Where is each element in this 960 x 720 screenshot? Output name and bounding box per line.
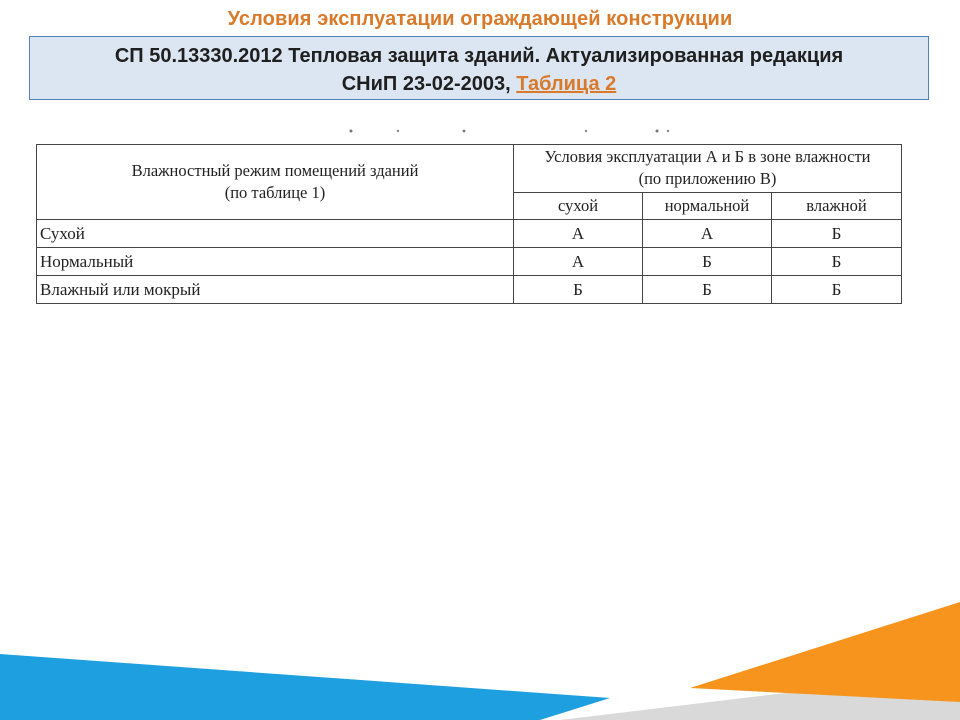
humidity-conditions-table [36,144,902,304]
source-line-2 [30,70,928,98]
zone-header-humid: влажной [772,192,902,219]
decorative-footer-shapes [0,590,960,720]
table-cell: А [643,220,772,248]
regime-header-line-1: Влажностный режим помещений зданий [131,161,419,180]
regime-header-line-2: (по таблице 1) [224,183,326,202]
conditions-header-line-1: Условия эксплуатации А и Б в зоне влажности [544,147,871,167]
table-row [37,276,902,304]
zone-header-normal: нормальной [643,192,772,219]
table-cell: А [514,248,643,276]
source-line-1: СП 50.13330.2012 Тепловая защита зданий. Актуализированная редакция [114,45,844,67]
row-label: Нормальный [37,248,514,276]
table-header-row [37,145,902,193]
table-cell: Б [514,276,643,304]
regime-header [37,145,514,220]
row-label: Сухой [37,220,514,248]
source-reference-box [29,36,929,100]
zone-header-dry: сухой [514,192,643,219]
table-cell: Б [772,276,902,304]
table-row [37,248,902,276]
table-cell: Б [643,276,772,304]
conditions-header [514,145,902,193]
blue-wedge-shape [0,654,610,720]
scan-artifacts [346,128,676,134]
table-2-link[interactable]: Таблица 2 [516,73,617,95]
table-cell: А [514,220,643,248]
row-label: Влажный или мокрый [37,276,514,304]
slide-title: Условия эксплуатации ограждающей конструкции [227,8,733,30]
table-cell: Б [772,248,902,276]
source-line-2-text: СНиП 23-02-2003, [341,73,517,95]
table-cell: Б [772,220,902,248]
table-row [37,220,902,248]
orange-wedge-shape [690,602,960,702]
table-cell: Б [643,248,772,276]
conditions-header-line-2: (по приложению В) [638,169,777,189]
